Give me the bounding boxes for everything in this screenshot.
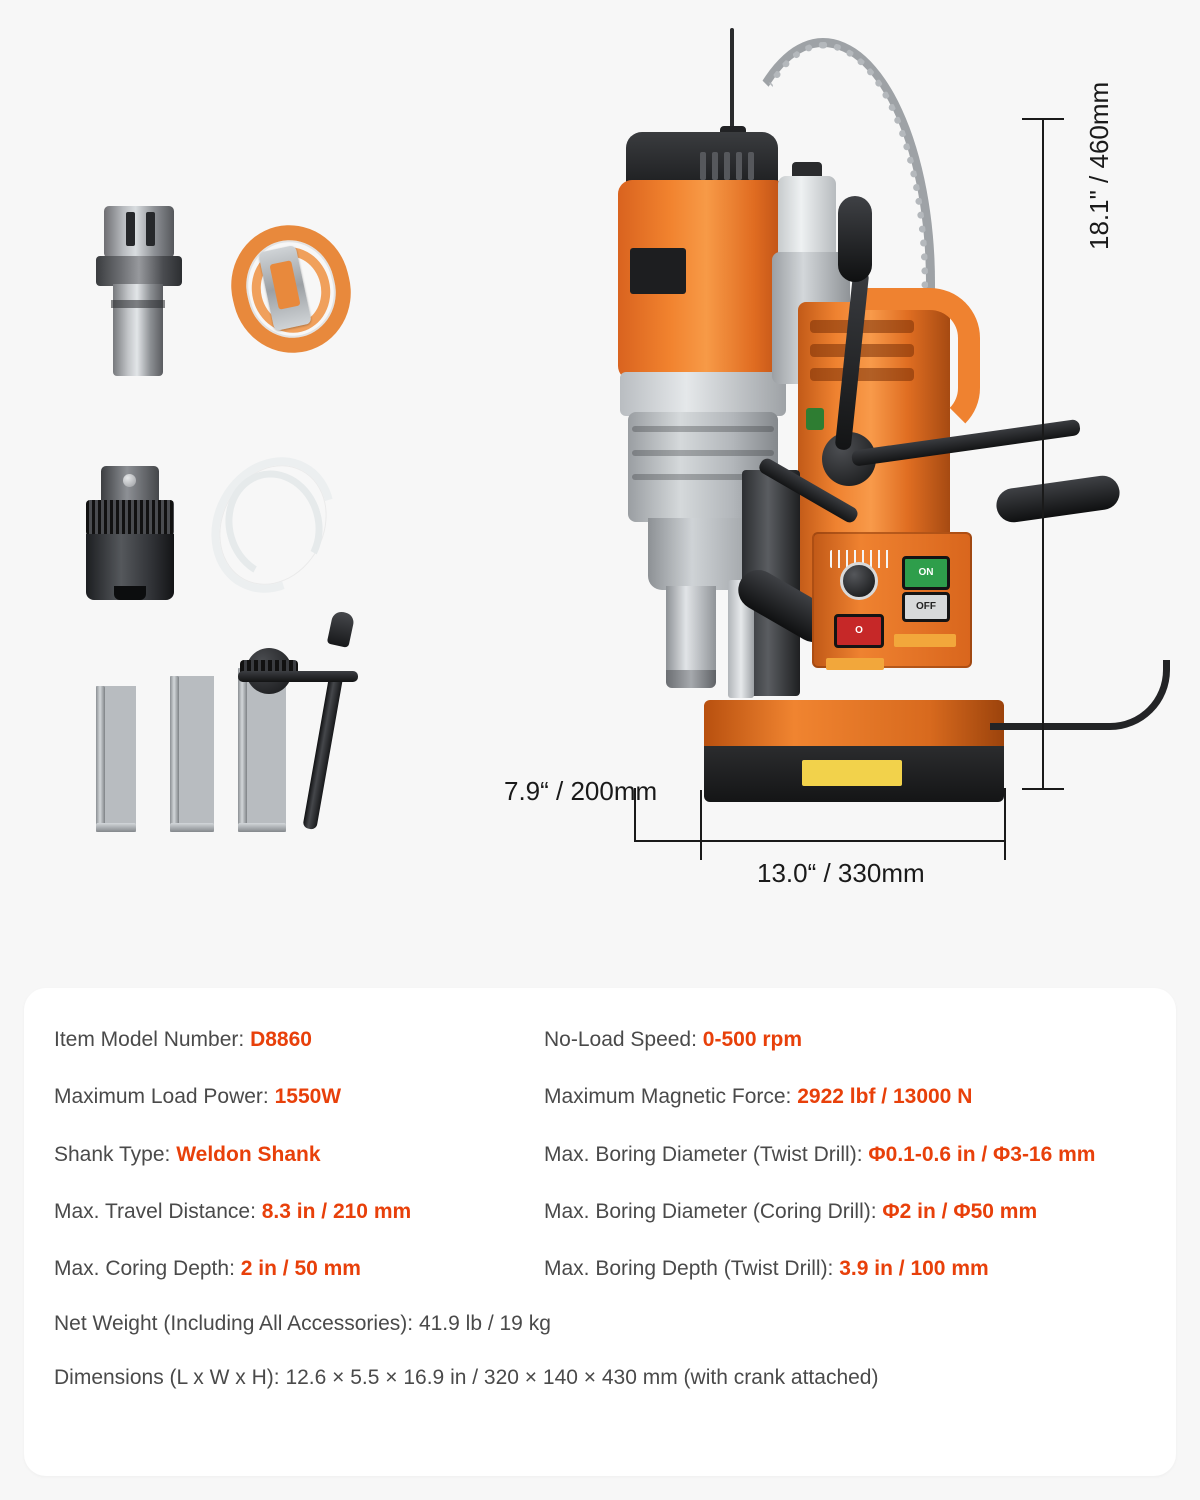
chuck-key-handle-tip	[327, 610, 356, 648]
hex-key-shaft	[238, 668, 247, 832]
control-panel	[812, 532, 972, 668]
spec-label: Maximum Magnetic Force:	[544, 1085, 792, 1109]
depth-dimension-line	[634, 840, 704, 842]
motor-vent-slot	[712, 152, 718, 180]
spec-value: 2922 lbf / 13000 N	[797, 1085, 973, 1109]
adapter-shank	[113, 284, 163, 376]
chuck-screw	[123, 474, 136, 487]
spec-column-left	[54, 1198, 544, 1225]
spec-row	[54, 1198, 1146, 1225]
level-indicator	[806, 408, 824, 430]
motor-vent-slot	[700, 152, 706, 180]
spec-column-right	[544, 1255, 1144, 1282]
width-tick-right	[1004, 788, 1006, 860]
spec-value: D8860	[250, 1028, 312, 1051]
spec-column-right	[544, 1026, 1144, 1053]
spec-label: Maximum Load Power:	[54, 1085, 269, 1109]
spec-item-max-magnetic-force	[544, 1083, 1144, 1110]
power-cord	[990, 660, 1170, 730]
spec-label: Item Model Number:	[54, 1028, 245, 1051]
spec-value: 12.6 × 5.5 × 16.9 in / 320 × 140 × 430 mm (with crank attached)	[285, 1366, 879, 1390]
height-dimension-label: 18.1" / 460mm	[1084, 81, 1114, 250]
magnet-off-label: OFF	[916, 601, 936, 612]
spec-column-left	[54, 1255, 544, 1282]
spec-item-shank-type	[54, 1141, 544, 1168]
adapter-ring	[111, 300, 165, 308]
chuck-key-shaft	[302, 672, 343, 830]
spec-item-dimensions	[54, 1366, 1146, 1390]
spec-value: 41.9 lb / 19 kg	[418, 1312, 551, 1336]
spec-item-max-travel-distance	[54, 1198, 544, 1225]
hex-key-foot	[96, 823, 136, 832]
spec-row	[54, 1026, 1146, 1053]
spec-label: Shank Type:	[54, 1142, 171, 1166]
motor-vent-slot	[736, 152, 742, 180]
accessory-hex-key-medium	[170, 676, 214, 832]
hex-key-shaft	[170, 676, 179, 832]
spec-label: Max. Boring Diameter (Twist Drill):	[544, 1142, 863, 1166]
spec-value: Φ0.1-0.6 in / Φ3-16 mm	[868, 1142, 1096, 1166]
spec-label: Dimensions (L x W x H):	[54, 1366, 280, 1390]
spec-item-no-load-speed	[544, 1026, 1144, 1053]
spec-label: No-Load Speed:	[544, 1028, 697, 1051]
chuck-key-arm	[238, 671, 358, 682]
base-warning-label	[802, 760, 902, 786]
accessory-hex-key-small	[96, 686, 136, 832]
motor-warning-sticker	[826, 658, 884, 670]
motor-collar	[620, 372, 786, 416]
spec-item-boring-diameter-coring	[544, 1198, 1144, 1225]
spec-value: Φ2 in / Φ50 mm	[882, 1199, 1038, 1223]
hex-key-shaft	[96, 686, 105, 832]
width-dimension-line	[700, 840, 1006, 842]
width-tick-left	[700, 790, 702, 860]
spec-item-net-weight	[54, 1312, 1146, 1336]
motor-vent-slot	[724, 152, 730, 180]
speed-dial[interactable]	[840, 562, 878, 600]
specifications-card	[24, 988, 1176, 1476]
depth-dimension-label: 7.9“ / 200mm	[504, 776, 658, 806]
spec-item-model-number	[54, 1026, 544, 1053]
magnet-warning-sticker	[894, 634, 956, 647]
height-tick-bottom	[1022, 788, 1064, 790]
spec-item-boring-depth-twist	[544, 1255, 1144, 1282]
carry-handle[interactable]	[852, 288, 980, 438]
chuck-jaw-opening	[114, 586, 146, 600]
gearbox-rib	[632, 450, 774, 456]
gearbox-rib	[632, 426, 774, 432]
adapter-slot-left	[126, 212, 135, 246]
chuck-knurled-ring	[86, 500, 174, 536]
spec-column-right	[544, 1198, 1144, 1225]
magnet-on-button[interactable]	[902, 556, 950, 590]
spec-item-boring-diameter-twist	[544, 1141, 1144, 1168]
spec-value: 2 in / 50 mm	[240, 1257, 361, 1281]
motor-nameplate	[630, 248, 686, 294]
spec-column-left	[54, 1026, 544, 1053]
spec-value: 0-500 rpm	[702, 1028, 803, 1051]
motor-vent-slot	[748, 152, 754, 180]
adapter-head	[104, 206, 174, 258]
feed-handle-knob-right[interactable]	[994, 474, 1122, 525]
spec-row	[54, 1141, 1146, 1168]
specifications-grid	[54, 1026, 1146, 1420]
spec-column-right	[544, 1083, 1144, 1110]
feed-handle-knob-upper[interactable]	[838, 196, 872, 282]
spec-item-max-load-power	[54, 1083, 544, 1110]
spec-row	[54, 1255, 1146, 1282]
hex-key-foot	[238, 823, 286, 832]
spec-row	[54, 1083, 1146, 1110]
spec-value: 1550W	[274, 1085, 342, 1109]
power-switch-label: O	[855, 625, 863, 636]
height-dimension-line	[1042, 118, 1044, 788]
adapter-collar	[96, 256, 182, 286]
spec-label: Max. Boring Diameter (Coring Drill):	[544, 1199, 877, 1223]
spec-item-max-coring-depth	[54, 1255, 544, 1282]
magnet-base-top	[704, 700, 1004, 752]
spec-label: Max. Boring Depth (Twist Drill):	[544, 1257, 834, 1281]
power-rocker-switch[interactable]	[834, 614, 884, 648]
width-dimension-label: 13.0“ / 330mm	[757, 858, 925, 888]
magnet-on-label: ON	[918, 567, 934, 578]
spec-label: Net Weight (Including All Accessories):	[54, 1312, 414, 1336]
spindle-arbor-tip	[666, 670, 716, 688]
spec-value: 3.9 in / 100 mm	[839, 1257, 989, 1281]
magnet-off-button[interactable]	[902, 592, 950, 622]
spec-value: 8.3 in / 210 mm	[261, 1199, 412, 1223]
spec-column-right	[544, 1141, 1144, 1168]
adapter-slot-right	[146, 212, 155, 246]
spec-value: Weldon Shank	[176, 1142, 321, 1166]
hex-key-foot	[170, 823, 214, 832]
trigger-cable	[730, 28, 734, 138]
height-tick-top	[1022, 118, 1064, 120]
spec-column-left	[54, 1083, 544, 1110]
magnetic-drill-press	[600, 20, 1160, 860]
spec-label: Max. Travel Distance:	[54, 1199, 256, 1223]
spec-label: Max. Coring Depth:	[54, 1257, 235, 1281]
spec-column-left	[54, 1141, 544, 1168]
